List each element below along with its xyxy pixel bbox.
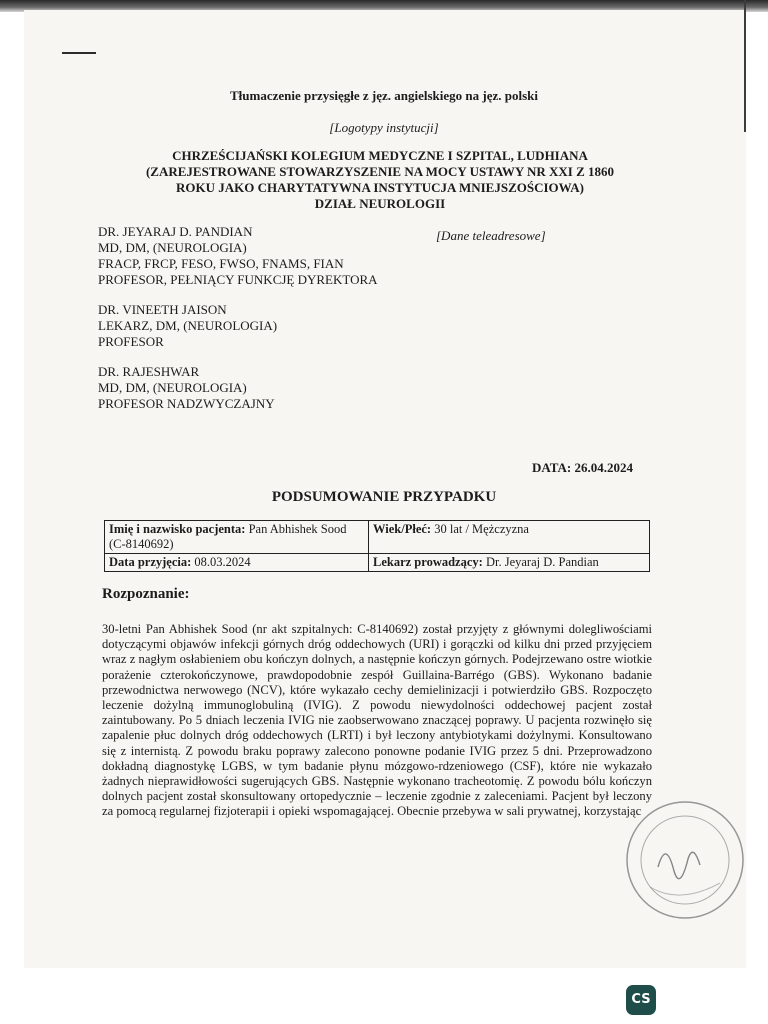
case-summary-title: PODSUMOWANIE PRZYPADKU [271,489,497,505]
diagnosis-paragraph: 30-letni Pan Abhishek Sood (nr akt szpitalnych: C-8140692) został przyjęty z głównymi dolegliwościami dotyczącymi objawów infekcji górnych dróg oddechowych (URI) i gorączki od kilku dni przed przyjęciem wraz z nagłym osłabieniem obu kończyn dolnych, a następnie kończyn górnych. Podejrzewano ostre wiotkie porażenie czterokończynowe, prawdopodobnie zespół Guillaina-Barrégo (GBS). Wykonano badanie przewodnictwa nerwowego (NCV), które wykazało cechy demielinizacji i potwierdziło GBS. Rozpoczęto leczenie dożylną immunoglobuliną (IVIG). Z powodu niewydolności oddechowej pacjent został zaintubowany. Po 5 dniach leczenia IVIG nie zaobserwowano znaczącej poprawy. U pacjenta rozwinęło się zapalenie płuc dolnych dróg oddechowych (LRTI) i był leczony antybiotykami dożylnymi. Konsultowano się z internistą. Z powodu braku poprawy zalecono ponowne podanie IVIG przez 5 dni. Przeprowadzono dokładną diagnostykę LGBS, w tym badanie płynu mózgowo-rdzeniowego (CSF), które nie wykazało żadnych nieprawidłowości sugerujących GBS. Następnie wykonano tracheotomię. Z powodu bólu kończyn dolnych pacjent został skonsultowany ortopedycznie – leczenie zgodnie z zaleceniami. Pacjent był leczony za pomocą regularnej fizjoterapii i opieki wspomagającej. Obecnie przebywa w sali prywatnej, korzystając [102,622,652,819]
teleaddress-placeholder: [Dane teleadresowe] [436,228,546,243]
attending-doctor-value: Dr. Jeyaraj D. Pandian [485,555,599,569]
staff-entry [98,224,378,288]
patient-name-label: Imię i nazwisko pacjenta: [109,522,246,536]
table-row [105,554,650,572]
translation-header: Tłumaczenie przysięgłe z jęz. angielskiego na jęz. polski [230,88,538,103]
staff-entry [98,364,378,412]
patient-info-table [104,520,650,572]
staff-name: DR. VINEETH JAISON [98,302,227,317]
age-sex-label: Wiek/Płeć: [373,522,432,536]
staff-line: MD, DM, (NEUROLOGIA) [98,240,247,255]
department-name: DZIAŁ NEUROLOGII [314,196,446,211]
age-sex-value: 30 lat / Mężczyzna [434,522,529,536]
staff-line: PROFESOR [98,334,164,349]
admission-date-label: Data przyjęcia: [109,555,192,569]
staff-line: PROFESOR NADZWYCZAJNY [98,396,275,411]
staff-line: PROFESOR, PEŁNIĄCY FUNKCJĘ DYREKTORA [98,272,378,287]
admission-date-value: 08.03.2024 [194,555,251,569]
institution-line: ROKU JAKO CHARYTATYWNA INSTYTUCJA MNIEJSZOŚCIOWA) [176,180,584,195]
institution-block [80,148,680,212]
staff-name: DR. RAJESHWAR [98,364,200,379]
logos-placeholder: [Logotypy instytucji] [329,120,439,135]
institution-line: CHRZEŚCIJAŃSKI KOLEGIUM MEDYCZNE I SZPITAL, LUDHIANA [172,148,588,163]
stamp-seal-icon [620,795,750,925]
admission-date-cell [105,554,369,572]
page-edge-line [744,0,746,132]
margin-mark [62,52,96,54]
staff-line: FRACP, FRCP, FESO, FWSO, FNAMS, FIAN [98,256,344,271]
patient-name-cell [105,521,369,554]
camscanner-badge: CS [626,985,656,1015]
age-sex-cell [369,521,650,554]
staff-line: LEKARZ, DM, (NEUROLOGIA) [98,318,278,333]
staff-entry [98,302,378,350]
patient-name-value: Pan Abhishek Sood (C-8140692) [109,522,347,551]
staff-name: DR. JEYARAJ D. PANDIAN [98,224,253,239]
attending-doctor-label: Lekarz prowadzący: [373,555,483,569]
diagnosis-heading: Rozpoznanie: [102,586,190,602]
table-row [105,521,650,554]
institution-line: (ZAREJESTROWANE STOWARZYSZENIE NA MOCY USTAWY NR XXI Z 1860 [145,164,615,179]
staff-list [98,224,378,426]
attending-doctor-cell [369,554,650,572]
staff-line: MD, DM, (NEUROLOGIA) [98,380,247,395]
document-date: DATA: 26.04.2024 [532,460,633,475]
